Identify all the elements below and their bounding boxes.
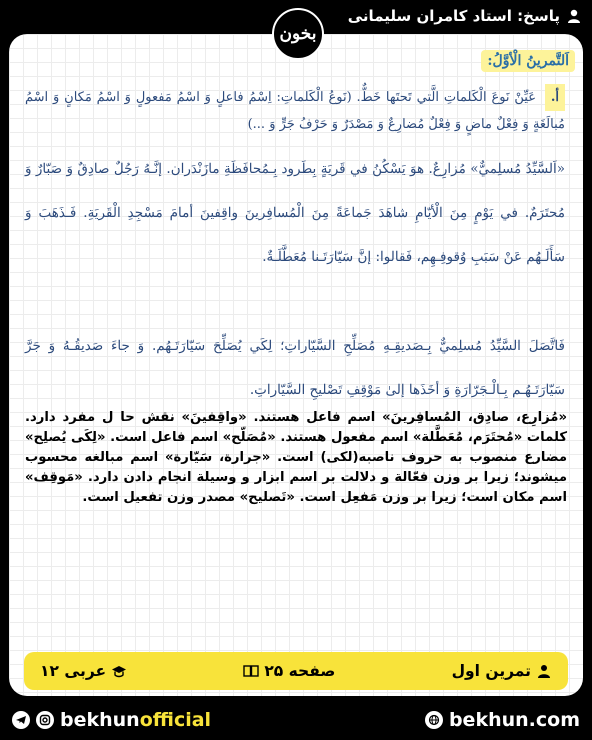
- page-label: صفحه ۲۵: [264, 662, 336, 680]
- book-icon: [243, 663, 259, 679]
- brand-logo: [272, 8, 324, 60]
- social-handle-part1: bekhun: [60, 709, 140, 731]
- student-icon: [536, 663, 552, 679]
- instagram-icon: [36, 711, 54, 729]
- logo-text: بخون: [279, 24, 317, 44]
- website-link[interactable]: [425, 709, 580, 731]
- subject-label-item: [40, 662, 127, 680]
- passage-paragraph-1: «اَلسَّيِّدُ مُسلِميٌّ» مُزارِعٌ. هوَ يَسْكُنُ في قَريَةٍ بِطَرود بِـمُحافَظَةِ مازَنْدَران. إنَّـهُ رَجُلٌ صادِقٌ وَ صَبّارٌ وَ مُحتَرَمٌ. في يَوْمٍ مِنَ الْأيّامِ شاهَدَ جَماعَةً مِنَ الْمُسافِرينَ واقِفينَ أمامَ مَسْجِدِ الْقَريَةِ. فَـذَهَبَ وَ سَأَلَـهُم عَنْ سَبَبِ وُقوفِـهِم، فَقالوا: إنَّ سَيّارَتَـنا مُعَطَّلَـةٌ.: [25, 161, 565, 265]
- social-handle[interactable]: [12, 709, 211, 731]
- question-body: عَيِّنْ نَوعَ الْكَلماتِ الَّتي تَحتَها خَطٌّ. (نَوعُ الْكَلماتِ: اِسْمُ فاعلٍ وَ اسْمُ مَفعولٍ وَ اسْمُ مَكانٍ وَ اسْمُ مُبالَغَةٍ وَ فِعْلٌ ماضٍ وَ فِعْلٌ مُضارِعٌ وَ مَصْدَرٌ وَ حَرْفُ جَرٍّ وَ ...): [25, 90, 565, 132]
- author-text: پاسخ: استاد کامران سلیمانی: [347, 7, 560, 25]
- question-number: أ.: [545, 84, 565, 111]
- telegram-icon: [12, 711, 30, 729]
- graduation-cap-icon: [111, 663, 127, 679]
- exercise-label: تمرین اول: [451, 662, 531, 680]
- content-card: [9, 34, 583, 696]
- website-text: bekhun.com: [448, 709, 580, 731]
- question-text: [25, 84, 565, 138]
- answer-text: «مُزارِع، صادِق، المُسافِرينَ» اسم فاعل هستند. «واقِفينَ» نقش حا ل مفرد دارد. کلمات «مُحتَرَم، مُعَطَّلة» اسم مفعول هستند. «مُصَلّح» اسم فاعل است. «لِکَی یُصلِح» مضارع منصوب به حروف ناصبه(لکی) است. «جرارة، سَیّارة» اسم مبالغه محسوب میشوند؛ زیرا بر وزن فعّالة و دلالت بر اسم ابزار و وسیلة انجام دادن دارد. «مَوقِف» اسم مکان است؛ زیرا بر وزن مَفعِل است. «تَصلیح» مصدر وزن تفعیل است.: [25, 410, 567, 505]
- social-handle-part2: official: [139, 709, 212, 731]
- page-label-item: [243, 662, 335, 680]
- globe-icon: [425, 711, 443, 729]
- exercise-badge: اَلتَّمرينُ الْأوَّلُ:: [481, 50, 575, 72]
- info-bar: [24, 652, 568, 690]
- author-label: [348, 7, 582, 25]
- subject-label: عربی ۱۲: [40, 662, 107, 680]
- user-icon: [566, 8, 582, 24]
- exercise-label-item: [452, 662, 552, 680]
- footer-bar: [0, 700, 592, 740]
- passage-paragraph-2: فَاتَّصَلَ السَّيِّدُ مُسلِميٌّ بِـصَديقِـهِ مُصَلِّحِ السَّيّاراتِ؛ لِكَي يُصَلِّحَ سَيّارَتَـهُم. وَ جاءَ صَديقُـهُ وَ جَرَّ سَيّارَتَـهُـم بِـالْـجَرّارَةِ وَ أخَذَها إلىٰ مَوْقِفِ تَصْليحِ السَّيّاراتِ.: [25, 338, 565, 398]
